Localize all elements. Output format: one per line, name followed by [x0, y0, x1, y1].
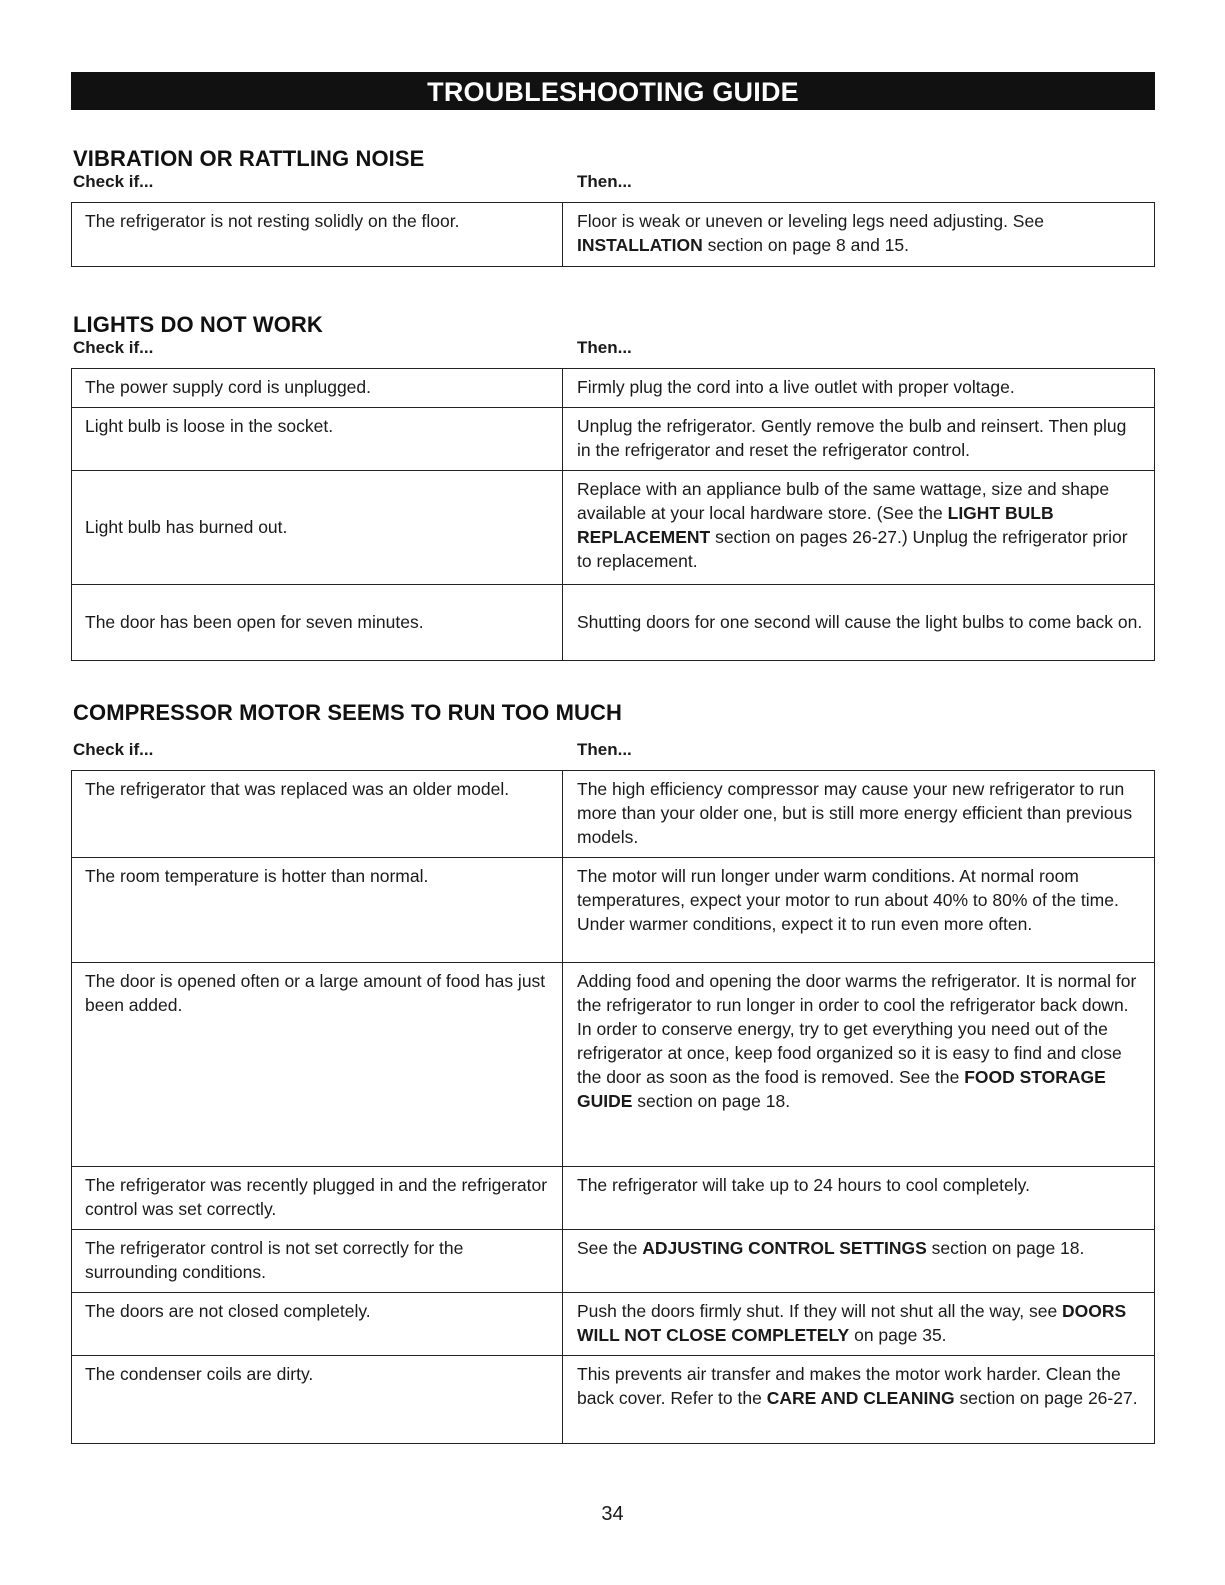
then-header: Then... [577, 740, 632, 759]
then-text: Adding food and opening the door warms the refrigerator. It is normal for the refrigerator to run longer in order to cool the refrigerator back down. In order to conserve energy, try to get everything you need out of the refrigerator at once, keep food organized so it is easy to find and close the door as soon as the food is removed. See the [577, 971, 1137, 1087]
table-row [72, 369, 1155, 408]
column-headers [71, 172, 1155, 192]
check-if-cell [72, 1167, 563, 1230]
then-text: Unplug the refrigerator. Gently remove the bulb and reinsert. Then plug in the refrigerator and reset the refrigerator control. [577, 416, 1127, 460]
then-text: Firmly plug the cord into a live outlet with proper voltage. [577, 377, 1015, 397]
then-cell [563, 771, 1155, 858]
check-if-cell [72, 963, 563, 1167]
then-text: section on page 18. [632, 1091, 791, 1111]
check-if-text: The door has been open for seven minutes. [85, 611, 424, 632]
then-text: on page 35. [849, 1325, 947, 1345]
check-if-cell [72, 203, 563, 267]
check-if-text: Light bulb has burned out. [85, 516, 288, 537]
check-if-text: The refrigerator that was replaced was an older model. [85, 779, 510, 799]
table-row [72, 771, 1155, 858]
then-cell [563, 585, 1155, 661]
check-if-cell [72, 585, 563, 661]
check-if-cell [72, 1230, 563, 1293]
table-row [72, 1356, 1155, 1444]
then-text: See the [577, 1238, 643, 1258]
troubleshooting-table [71, 202, 1155, 267]
then-text: This prevents air transfer and makes the motor work harder. Clean the back cover. Refer to the [577, 1364, 1121, 1408]
check-if-text: The room temperature is hotter than normal. [85, 866, 429, 886]
then-text: section on page 8 and 15. [702, 235, 910, 255]
check-if-header: Check if... [73, 338, 154, 357]
check-if-text: The door is opened often or a large amount of food has just been added. [85, 971, 546, 1015]
then-cell [563, 369, 1155, 408]
then-cell [563, 963, 1155, 1167]
then-cell [563, 471, 1155, 585]
then-text: section on page 18. [926, 1238, 1085, 1258]
table-row [72, 471, 1155, 585]
page-number: 34 [601, 1503, 624, 1525]
section-reference: LIGHT BULB REPLACEMENT [577, 503, 1054, 547]
section-reference: CARE AND CLEANING [766, 1388, 955, 1408]
check-if-cell [72, 1293, 563, 1356]
section-compressor-runs-too-much [71, 700, 1155, 1444]
section-reference: ADJUSTING CONTROL SETTINGS [642, 1238, 927, 1258]
table-row [72, 1230, 1155, 1293]
then-cell [563, 1356, 1155, 1444]
then-text: The refrigerator will take up to 24 hours to cool completely. [577, 1175, 1030, 1195]
then-cell [563, 408, 1155, 471]
troubleshooting-table [71, 770, 1155, 1444]
then-text: The motor will run longer under warm conditions. At normal room temperatures, expect your motor to run about 40% to 80% of the time. Under warmer conditions, expect it to run even more often. [577, 866, 1119, 934]
check-if-text: The condenser coils are dirty. [85, 1364, 314, 1384]
check-if-text: The refrigerator control is not set correctly for the surrounding conditions. [85, 1238, 464, 1282]
then-text: Replace with an appliance bulb of the same wattage, size and shape available at your local hardware store. (See the [577, 479, 1110, 523]
then-cell [563, 1230, 1155, 1293]
table-row [72, 203, 1155, 267]
section-title: COMPRESSOR MOTOR SEEMS TO RUN TOO MUCH [73, 700, 622, 725]
section-title: LIGHTS DO NOT WORK [73, 312, 323, 337]
section-title: VIBRATION OR RATTLING NOISE [73, 146, 425, 171]
table-row [72, 1167, 1155, 1230]
check-if-text: Light bulb is loose in the socket. [85, 416, 334, 436]
check-if-text: The power supply cord is unplugged. [85, 377, 372, 397]
check-if-cell [72, 858, 563, 963]
column-headers [71, 338, 1155, 358]
check-if-text: The doors are not closed completely. [85, 1301, 371, 1321]
then-text: The high efficiency compressor may cause your new refrigerator to run more than your older one, but is still more energy efficient than previous models. [577, 779, 1133, 847]
check-if-cell [72, 408, 563, 471]
then-text: section on page 26-27. [954, 1388, 1138, 1408]
page-title: TROUBLESHOOTING GUIDE [427, 77, 799, 107]
then-cell [563, 1167, 1155, 1230]
check-if-header: Check if... [73, 172, 154, 191]
column-headers [71, 740, 1155, 760]
check-if-text: The refrigerator was recently plugged in and the refrigerator control was set correctly. [85, 1175, 548, 1219]
table-row [72, 963, 1155, 1167]
then-cell [563, 858, 1155, 963]
check-if-cell [72, 771, 563, 858]
then-text: Floor is weak or uneven or leveling legs need adjusting. See [577, 211, 1044, 231]
section-reference: FOOD STORAGE GUIDE [577, 1067, 1106, 1111]
then-header: Then... [577, 338, 632, 357]
section-reference: DOORS WILL NOT CLOSE COMPLETELY [577, 1301, 1127, 1345]
table-row [72, 408, 1155, 471]
page-title-banner [71, 72, 1155, 110]
check-if-cell [72, 1356, 563, 1444]
check-if-header: Check if... [73, 740, 154, 759]
troubleshooting-table [71, 368, 1155, 661]
check-if-cell [72, 369, 563, 408]
table-row [72, 1293, 1155, 1356]
then-text: section on pages 26-27.) Unplug the refrigerator prior to replacement. [577, 527, 1128, 571]
then-text: Push the doors firmly shut. If they will not shut all the way, see [577, 1301, 1063, 1321]
section-lights-do-not-work [71, 312, 1155, 661]
table-row [72, 585, 1155, 661]
then-cell [563, 1293, 1155, 1356]
then-cell [563, 203, 1155, 267]
section-vibration-noise [71, 146, 1155, 267]
check-if-text: The refrigerator is not resting solidly on the floor. [85, 211, 460, 231]
table-row [72, 858, 1155, 963]
check-if-cell [72, 471, 563, 585]
section-reference: INSTALLATION [577, 235, 703, 255]
then-header: Then... [577, 172, 632, 191]
then-text: Shutting doors for one second will cause the light bulbs to come back on. [577, 611, 1143, 632]
